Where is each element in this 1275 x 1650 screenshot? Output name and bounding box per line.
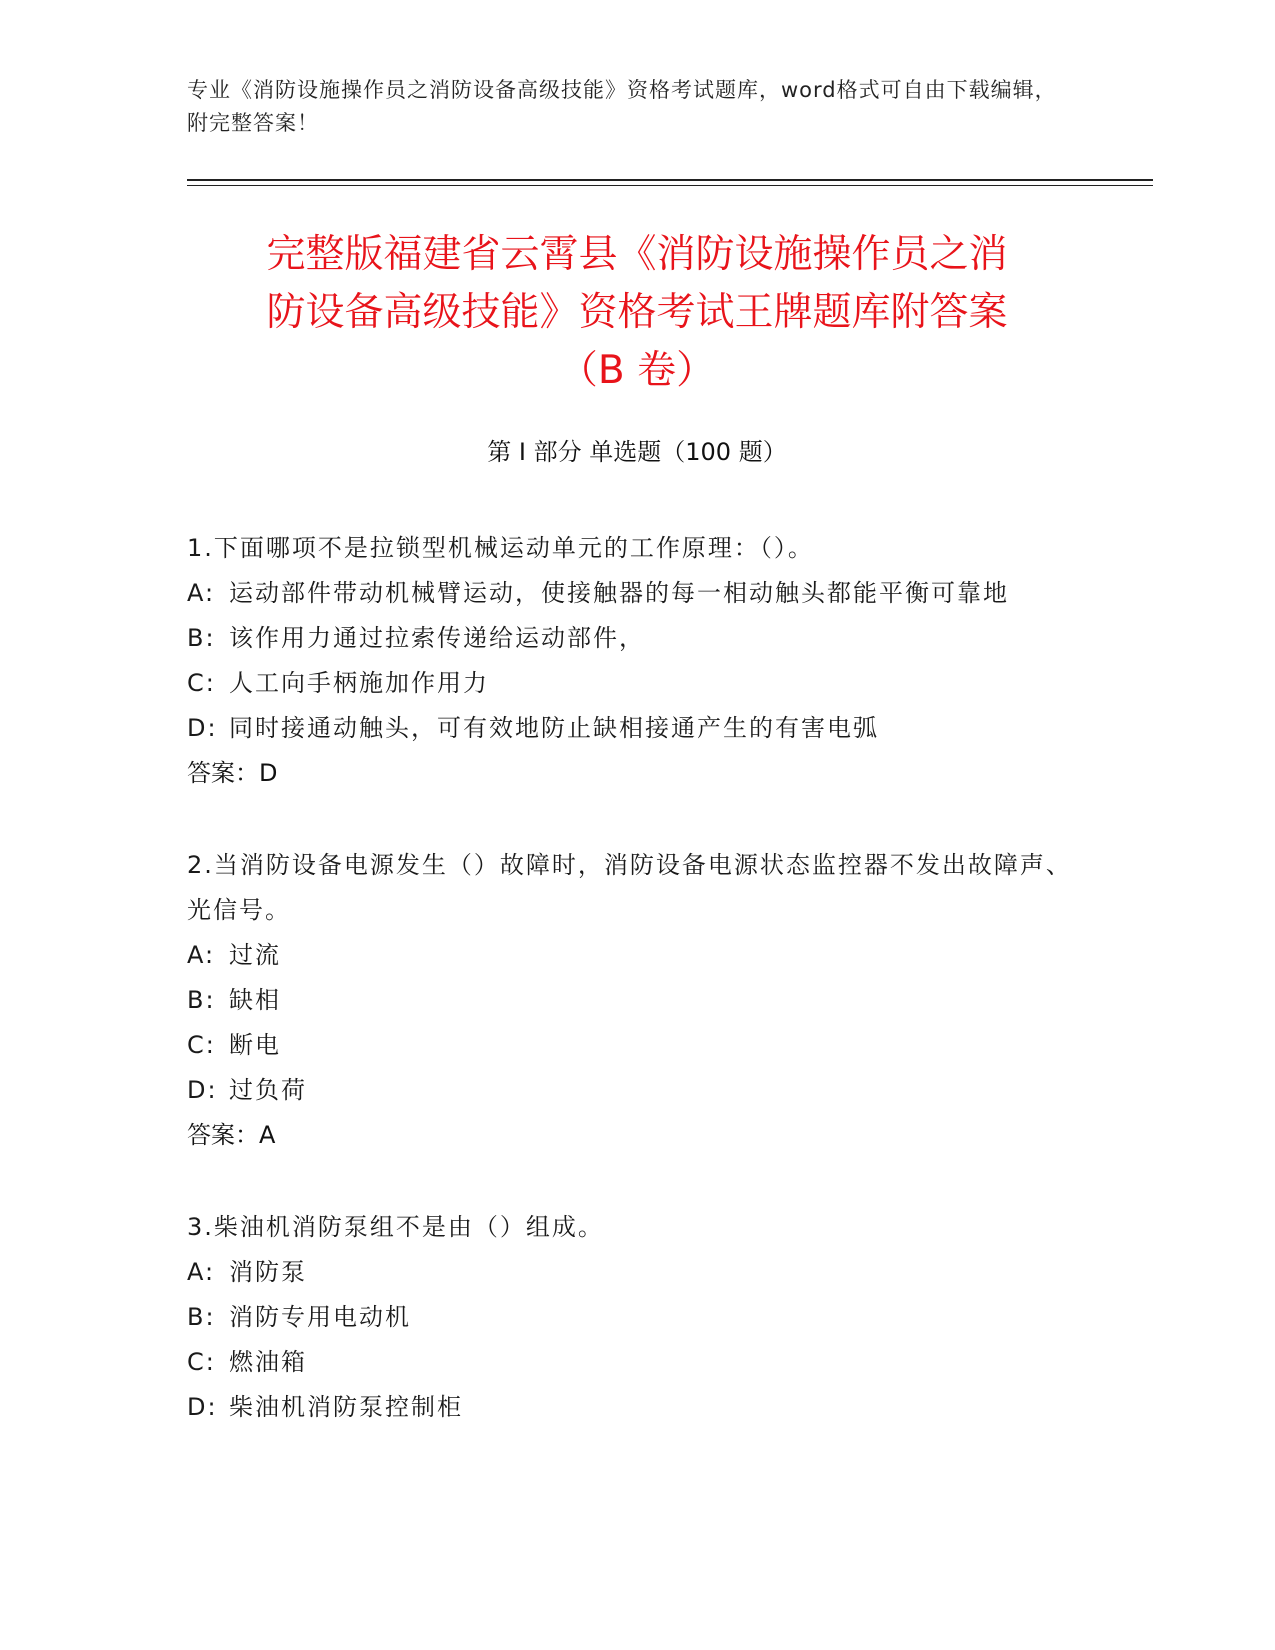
question-list xyxy=(187,526,1087,1477)
option-text: 过流 xyxy=(229,941,281,969)
header-note: 专业《消防设施操作员之消防设备高级技能》资格考试题库，word格式可自由下载编辑，附完整答案！ xyxy=(187,78,1057,135)
document-title xyxy=(187,226,1087,400)
option-text: 柴油机消防泵控制柜 xyxy=(229,1393,463,1421)
option-text: 人工向手柄施加作用力 xyxy=(229,669,489,697)
document-title-line-1: 完整版福建省云霄县《消防设施操作员之消 xyxy=(266,232,1008,277)
option-c xyxy=(187,661,1087,706)
option-letter: A: xyxy=(187,1258,216,1286)
option-text: 运动部件带动机械臂运动，使接触器的每一相动触头都能平衡可靠地 xyxy=(229,579,1009,607)
section-title: 第 I 部分 单选题（100 题） xyxy=(487,438,787,466)
option-letter: C: xyxy=(187,669,216,697)
question-3 xyxy=(187,1205,1087,1430)
option-letter: C: xyxy=(187,1031,216,1059)
option-text: 消防专用电动机 xyxy=(229,1303,411,1331)
option-text: 过负荷 xyxy=(229,1076,307,1104)
option-text: 缺相 xyxy=(229,986,281,1014)
option-letter: A: xyxy=(187,941,216,969)
option-d xyxy=(187,1068,1087,1113)
option-letter: A: xyxy=(187,579,216,607)
option-letter: D: xyxy=(187,714,218,742)
option-d xyxy=(187,706,1087,751)
option-letter: B: xyxy=(187,986,216,1014)
option-d xyxy=(187,1385,1087,1430)
option-c xyxy=(187,1023,1087,1068)
option-letter: C: xyxy=(187,1348,216,1376)
question-2 xyxy=(187,843,1087,1158)
question-stem: 3.柴油机消防泵组不是由（）组成。 xyxy=(187,1213,604,1241)
option-letter: B: xyxy=(187,624,216,652)
document-title-line-3: （B 卷） xyxy=(558,348,716,393)
document-title-line-2: 防设备高级技能》资格考试王牌题库附答案 xyxy=(266,290,1008,335)
question-stem: 1.下面哪项不是拉锁型机械运动单元的工作原理：（）。 xyxy=(187,534,814,562)
option-text: 燃油箱 xyxy=(229,1348,307,1376)
option-text: 该作用力通过拉索传递给运动部件， xyxy=(229,624,645,652)
answer-line: 答案：A xyxy=(187,1121,276,1149)
option-text: 消防泵 xyxy=(229,1258,307,1286)
option-b xyxy=(187,1295,1087,1340)
question-1 xyxy=(187,526,1087,796)
header-divider-thick xyxy=(187,179,1153,181)
option-letter: D: xyxy=(187,1393,218,1421)
option-letter: D: xyxy=(187,1076,218,1104)
option-a xyxy=(187,571,1087,616)
option-letter: B: xyxy=(187,1303,216,1331)
option-a xyxy=(187,933,1087,978)
answer-line: 答案：D xyxy=(187,759,278,787)
option-c xyxy=(187,1340,1087,1385)
option-b xyxy=(187,616,1087,661)
header-divider-thin xyxy=(187,185,1153,186)
option-b xyxy=(187,978,1087,1023)
option-text: 同时接通动触头，可有效地防止缺相接通产生的有害电弧 xyxy=(229,714,879,742)
option-text: 断电 xyxy=(229,1031,281,1059)
question-stem: 2.当消防设备电源发生（）故障时，消防设备电源状态监控器不发出故障声、光信号。 xyxy=(187,851,1072,924)
option-a xyxy=(187,1250,1087,1295)
